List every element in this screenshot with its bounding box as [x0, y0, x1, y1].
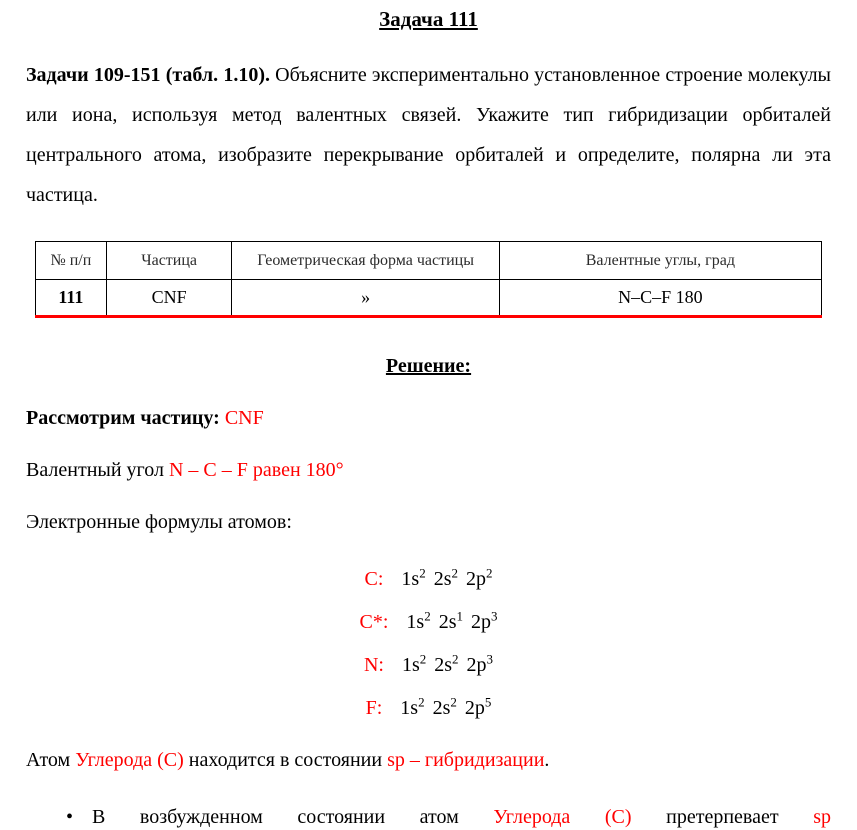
orbital-group: [471, 608, 498, 633]
header-angles: Валентные углы, град: [499, 242, 821, 280]
orbital-group: [401, 651, 427, 676]
orbital-exponent: 2: [419, 651, 427, 667]
carbon-red-2: sp – гибридизации: [387, 749, 545, 771]
solution-heading: Решение:: [385, 355, 472, 377]
orbital-group: [466, 651, 494, 676]
orbital-base: 2p: [471, 611, 491, 633]
angle-value: N – C – F равен 180°: [168, 459, 344, 481]
orbital-group: [406, 608, 431, 633]
cell-particle: CNF: [106, 280, 232, 317]
orbital-exponent: 2: [418, 694, 425, 710]
orbital-exponent: 3: [486, 651, 494, 667]
orbital-group: [401, 565, 426, 590]
carbon-text-1: Атом: [26, 749, 76, 771]
consider-particle-line: [26, 404, 831, 432]
orbital-group: [434, 651, 459, 676]
cell-number: 111: [36, 280, 107, 317]
carbon-state-line: [26, 746, 831, 774]
particle-value: CNF: [224, 407, 264, 429]
orbital-base: 2s: [438, 611, 457, 633]
bullet-red-1: Углерода (С): [493, 806, 632, 828]
orbital-exponent: 2: [424, 608, 431, 624]
orbital-base: 1s: [400, 697, 419, 719]
orbital-exponent: 3: [491, 608, 498, 624]
orbital-exponent: 2: [419, 565, 426, 581]
orbital-base: 2s: [434, 654, 453, 676]
atom-label: C:: [364, 568, 384, 590]
orbital-group: [432, 694, 457, 719]
bullet-text-2: претерпевает: [631, 806, 814, 828]
bullet-item: [26, 802, 831, 830]
orbital-group: [464, 694, 492, 719]
orbital-base: 2p: [466, 654, 487, 676]
bullet-text: [92, 802, 831, 830]
valence-angle-line: [26, 456, 831, 484]
carbon-text-3: .: [544, 749, 550, 771]
orbital-exponent: 2: [452, 651, 459, 667]
header-particle: Частица: [106, 242, 232, 280]
orbital-group: [433, 565, 458, 590]
electron-formula-c-excited: [26, 601, 831, 644]
task-description: [26, 55, 831, 215]
table-header-row: [36, 242, 822, 280]
task-range-label: Задачи 109-151 (табл. 1.10).: [26, 64, 270, 86]
bullet-icon: •: [66, 806, 74, 828]
orbital-exponent: 2: [450, 694, 457, 710]
orbital-group: [466, 565, 493, 590]
electron-formula-n: [26, 644, 831, 687]
electron-formula-c: [26, 558, 831, 601]
orbital-exponent: 5: [484, 694, 492, 710]
task-title: Задача 111: [379, 7, 478, 31]
orbital-base: 2s: [433, 568, 452, 590]
orbital-group: [400, 694, 425, 719]
carbon-text-2: находится в состоянии: [183, 749, 388, 771]
orbital-base: 2p: [466, 568, 486, 590]
atom-label: F:: [365, 697, 383, 719]
bullet-text-1: В возбужденном состоянии атом: [92, 806, 494, 828]
task-table: [35, 241, 822, 318]
table-row: [36, 280, 822, 317]
consider-label: Рассмотрим частицу:: [26, 407, 225, 429]
formulas-label-line: Электронные формулы атомов:: [26, 511, 292, 533]
orbital-group: [438, 608, 463, 633]
orbital-base: 1s: [401, 568, 420, 590]
cell-angles: N–C–F 180: [499, 280, 821, 317]
task-description-text: Объясните экспериментально установленное строение молекулы или иона, используя метод валентных связей. Укажите тип гибридизации орбиталей центрального атома, изобразите перекрывание орбиталей и определите, полярна ли эта частица.: [26, 64, 831, 206]
bullet-red-2: sp: [813, 806, 831, 828]
orbital-base: 2s: [432, 697, 451, 719]
angle-label: Валентный угол: [26, 459, 169, 481]
orbital-base: 1s: [406, 611, 425, 633]
orbital-base: 1s: [401, 654, 420, 676]
cell-shape: »: [232, 280, 499, 317]
electron-formulas-block: [26, 558, 831, 730]
carbon-red-1: Углерода (С): [75, 749, 184, 771]
orbital-exponent: 1: [456, 608, 463, 624]
orbital-base: 2p: [464, 697, 485, 719]
atom-label: C*:: [359, 611, 389, 633]
orbital-exponent: 2: [451, 565, 458, 581]
header-shape: Геометрическая форма частицы: [232, 242, 499, 280]
header-number: № п/п: [36, 242, 107, 280]
task-table-wrapper: [35, 241, 822, 318]
electron-formula-f: [26, 687, 831, 730]
atom-label: N:: [363, 654, 384, 676]
orbital-exponent: 2: [486, 565, 493, 581]
